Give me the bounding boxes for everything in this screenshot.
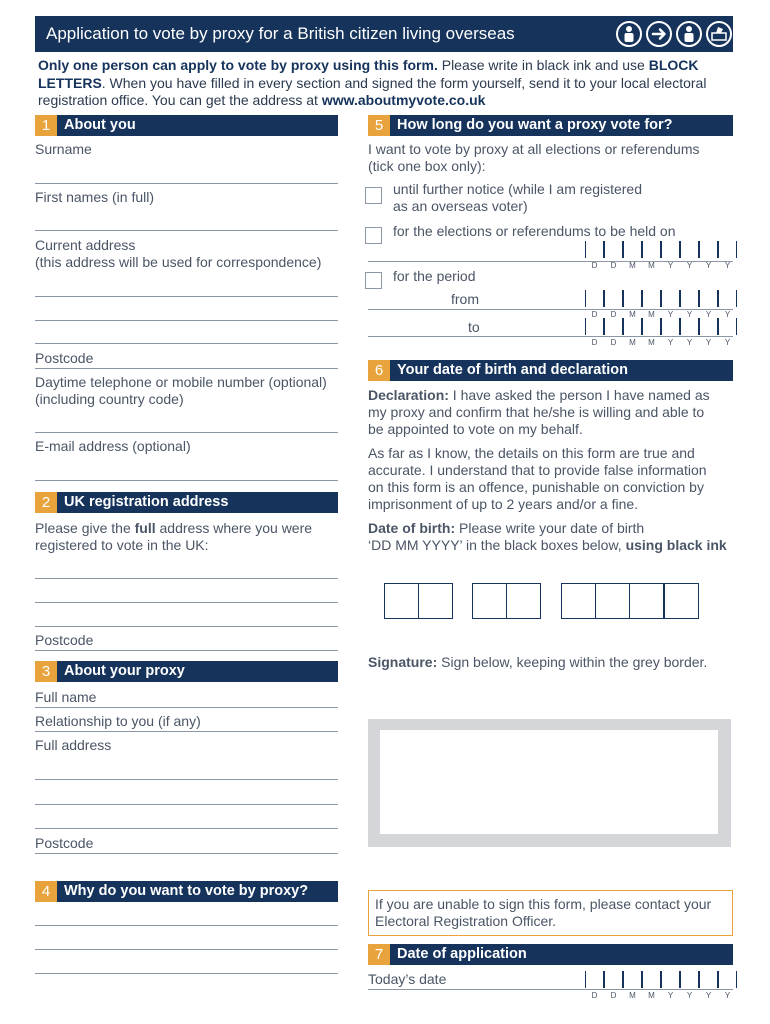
- address-line-1[interactable]: [35, 296, 338, 297]
- relationship-label: Relationship to you (if any): [35, 713, 201, 729]
- date-letter: D: [610, 261, 617, 270]
- date-letter: M: [629, 338, 636, 347]
- date-letter: D: [610, 338, 617, 347]
- date-letter: M: [648, 338, 655, 347]
- period-label: for the period: [393, 268, 476, 284]
- surname-label: Surname: [35, 141, 92, 157]
- email-field[interactable]: [35, 480, 338, 481]
- postcode-field[interactable]: [35, 368, 338, 369]
- date-letters: [585, 261, 737, 271]
- date-digit-cell[interactable]: [642, 971, 661, 988]
- uk-address-line-3[interactable]: [35, 626, 338, 627]
- proxy-postcode-label: Postcode: [35, 835, 94, 851]
- reason-line-1[interactable]: [35, 925, 338, 926]
- specific-election-label: for the elections or referendums to be held on: [393, 223, 676, 239]
- dob-instructions: Date of birth: Please write your date of birth: [368, 520, 645, 536]
- todays-date-label: Today’s date: [368, 971, 447, 987]
- section-number: 3: [35, 661, 57, 682]
- date-digit-cell[interactable]: [585, 241, 604, 258]
- date-digit-cell[interactable]: [661, 971, 680, 988]
- date-digit-cell[interactable]: [718, 241, 737, 258]
- dob-day-1-box[interactable]: [384, 583, 419, 619]
- date-letter: Y: [667, 310, 674, 319]
- date-digit-cell[interactable]: [604, 241, 623, 258]
- surname-field[interactable]: [35, 183, 338, 184]
- signature-instructions: Signature: Sign below, keeping within the grey border.: [368, 654, 708, 670]
- date-letter: Y: [667, 338, 674, 347]
- ballot-box-icon: [706, 21, 732, 47]
- declaration-text-line3: be appointed to vote on my behalf.: [368, 421, 583, 437]
- date-letter: Y: [705, 310, 712, 319]
- section-title: Your date of birth and declaration: [397, 362, 628, 378]
- date-digit-cell[interactable]: [642, 241, 661, 258]
- date-digit-cell[interactable]: [661, 241, 680, 258]
- intro-text: Only one person can apply to vote by proxy using this form. Please write in black ink and use BLOCK LETTERS. When you have filled in every section and signed the form yourself, send it to your local electoral registration office. You can get the address at www.aboutmyvote.co.uk: [38, 57, 707, 108]
- postcode-label: Postcode: [35, 350, 94, 366]
- proxy-address-line-3[interactable]: [35, 828, 338, 829]
- date-letter: Y: [686, 261, 693, 270]
- section-title: Date of application: [397, 946, 527, 962]
- declaration-text: Declaration: I have asked the person I have named as: [368, 387, 710, 403]
- date-digit-cell[interactable]: [718, 318, 737, 335]
- declaration-text-line2: my proxy and confirm that he/she is willing and able to: [368, 404, 705, 420]
- section-title: How long do you want a proxy vote for?: [397, 117, 673, 133]
- section-number: 2: [35, 492, 57, 513]
- date-digit-cell[interactable]: [623, 318, 642, 335]
- section-1-header: [35, 115, 338, 136]
- date-letter: M: [629, 991, 636, 1000]
- proxy-full-name-label: Full name: [35, 689, 97, 705]
- section-4-header: [35, 881, 338, 902]
- date-digit-cell[interactable]: [699, 971, 718, 988]
- offence-text-line2: accurate. I understand that to provide false information: [368, 462, 707, 478]
- todays-date-field[interactable]: [585, 971, 737, 1001]
- date-letter: D: [591, 310, 598, 319]
- section-title: UK registration address: [64, 494, 229, 510]
- date-cells: [585, 318, 737, 335]
- period-from-date-field[interactable]: [585, 290, 737, 320]
- date-letter: Y: [667, 261, 674, 270]
- date-digit-cell[interactable]: [699, 241, 718, 258]
- registration-instructions-line2: registered to vote in the UK:: [35, 537, 209, 553]
- section-3-header: [35, 661, 338, 682]
- date-digit-cell[interactable]: [623, 971, 642, 988]
- page-title: Application to vote by proxy for a British citizen living overseas: [46, 24, 515, 43]
- date-digit-cell[interactable]: [718, 290, 737, 307]
- dob-day-2-box[interactable]: [418, 583, 453, 619]
- first-names-field[interactable]: [35, 230, 338, 231]
- section-number: 7: [368, 944, 390, 965]
- reason-line-3[interactable]: [35, 973, 338, 974]
- signature-box[interactable]: [380, 730, 718, 834]
- date-digit-cell[interactable]: [604, 971, 623, 988]
- date-letter: Y: [686, 310, 693, 319]
- dob-month-1-box[interactable]: [472, 583, 507, 619]
- date-digit-cell[interactable]: [680, 318, 699, 335]
- date-cells: [585, 971, 737, 988]
- section-6-header: [368, 360, 733, 381]
- until-further-notice-checkbox[interactable]: [365, 187, 382, 204]
- date-letter: Y: [724, 261, 731, 270]
- date-letter: Y: [724, 310, 731, 319]
- date-digit-cell[interactable]: [661, 318, 680, 335]
- date-digit-cell[interactable]: [604, 318, 623, 335]
- to-label: to: [468, 319, 480, 335]
- date-letter: D: [610, 991, 617, 1000]
- date-digit-cell[interactable]: [585, 290, 604, 307]
- section-2-header: [35, 492, 338, 513]
- dob-month-2-box[interactable]: [506, 583, 541, 619]
- dob-instructions-line2: ‘DD MM YYYY’ in the black boxes below, using black ink: [368, 537, 727, 553]
- until-further-notice-label: until further notice (while I am registered: [393, 181, 642, 197]
- period-checkbox[interactable]: [365, 272, 382, 289]
- unable-to-sign-notice: If you are unable to sign this form, please contact your Electoral Registration Officer.: [368, 890, 733, 936]
- until-further-notice-label-line2: as an overseas voter): [393, 198, 528, 214]
- uk-address-line-1[interactable]: [35, 578, 338, 579]
- date-letter: D: [591, 338, 598, 347]
- current-address-label: Current address: [35, 237, 136, 253]
- uk-postcode-field[interactable]: [35, 650, 338, 651]
- date-letter: Y: [724, 338, 731, 347]
- date-letter: M: [648, 991, 655, 1000]
- date-letter: M: [648, 310, 655, 319]
- date-letter: Y: [686, 338, 693, 347]
- section-number: 6: [368, 360, 390, 381]
- proxy-period-intro-line2: (tick one box only):: [368, 158, 486, 174]
- phone-label: Daytime telephone or mobile number (optional): [35, 374, 327, 390]
- date-digit-cell[interactable]: [718, 971, 737, 988]
- date-letters: [585, 991, 737, 1001]
- address-line-2[interactable]: [35, 320, 338, 321]
- person-icon: [676, 21, 702, 47]
- date-digit-cell[interactable]: [642, 318, 661, 335]
- date-letter: Y: [705, 261, 712, 270]
- date-digit-cell[interactable]: [661, 290, 680, 307]
- section-number: 4: [35, 881, 57, 902]
- address-line-3[interactable]: [35, 343, 338, 344]
- arrow-right-icon: [646, 21, 672, 47]
- date-letter: Y: [705, 338, 712, 347]
- person-icon: [616, 21, 642, 47]
- date-cells: [585, 241, 737, 258]
- date-letter: Y: [705, 991, 712, 1000]
- proxy-address-line-1[interactable]: [35, 779, 338, 780]
- date-letter: M: [648, 261, 655, 270]
- specific-election-checkbox[interactable]: [365, 227, 382, 244]
- phone-field[interactable]: [35, 432, 338, 433]
- offence-text-line4: imprisonment of up to 2 years and/or a fine.: [368, 496, 639, 512]
- date-digit-cell[interactable]: [680, 241, 699, 258]
- section-5-header: [368, 115, 733, 136]
- email-label: E-mail address (optional): [35, 438, 191, 454]
- election-date-field[interactable]: [585, 241, 737, 271]
- reason-line-2[interactable]: [35, 949, 338, 950]
- date-digit-cell[interactable]: [604, 290, 623, 307]
- date-letters: [585, 338, 737, 348]
- uk-postcode-label: Postcode: [35, 632, 94, 648]
- offence-text: As far as I know, the details on this form are true and: [368, 445, 695, 461]
- registration-instructions: Please give the full address where you were: [35, 520, 313, 536]
- date-letter: M: [629, 261, 636, 270]
- proxy-postcode-field[interactable]: [35, 853, 338, 854]
- dob-year-4-box[interactable]: [664, 583, 699, 619]
- date-letter: D: [591, 261, 598, 270]
- date-digit-cell[interactable]: [699, 290, 718, 307]
- section-title: About your proxy: [64, 663, 185, 679]
- dob-year-2-box[interactable]: [595, 583, 630, 619]
- dob-year-3-box[interactable]: [629, 583, 664, 619]
- address-note: (this address will be used for correspondence): [35, 254, 322, 270]
- proxy-address-line-2[interactable]: [35, 804, 338, 805]
- uk-address-line-2[interactable]: [35, 602, 338, 603]
- section-number: 1: [35, 115, 57, 136]
- date-letter: M: [629, 310, 636, 319]
- relationship-field[interactable]: [35, 731, 338, 732]
- date-digit-cell[interactable]: [623, 290, 642, 307]
- date-digit-cell[interactable]: [699, 318, 718, 335]
- date-digit-cell[interactable]: [623, 241, 642, 258]
- date-letter: D: [610, 310, 617, 319]
- section-number: 5: [368, 115, 390, 136]
- date-digit-cell[interactable]: [585, 971, 604, 988]
- date-cells: [585, 290, 737, 307]
- section-title: Why do you want to vote by proxy?: [64, 883, 309, 899]
- date-digit-cell[interactable]: [680, 971, 699, 988]
- date-letter: Y: [724, 991, 731, 1000]
- proxy-period-intro: I want to vote by proxy at all elections or referendums: [368, 141, 700, 157]
- section-title: About you: [64, 117, 136, 133]
- period-to-date-field[interactable]: [585, 318, 737, 348]
- date-letter: D: [591, 991, 598, 1000]
- proxy-address-label: Full address: [35, 737, 112, 753]
- phone-note: (including country code): [35, 391, 184, 407]
- date-letter: Y: [667, 991, 674, 1000]
- section-7-header: [368, 944, 733, 965]
- offence-text-line3: on this form is an offence, punishable on conviction by: [368, 479, 704, 495]
- date-letter: Y: [686, 991, 693, 1000]
- date-digit-cell[interactable]: [642, 290, 661, 307]
- date-digit-cell[interactable]: [585, 318, 604, 335]
- first-names-label: First names (in full): [35, 189, 155, 205]
- date-digit-cell[interactable]: [680, 290, 699, 307]
- dob-year-1-box[interactable]: [561, 583, 596, 619]
- proxy-full-name-field[interactable]: [35, 707, 338, 708]
- from-label: from: [451, 291, 479, 307]
